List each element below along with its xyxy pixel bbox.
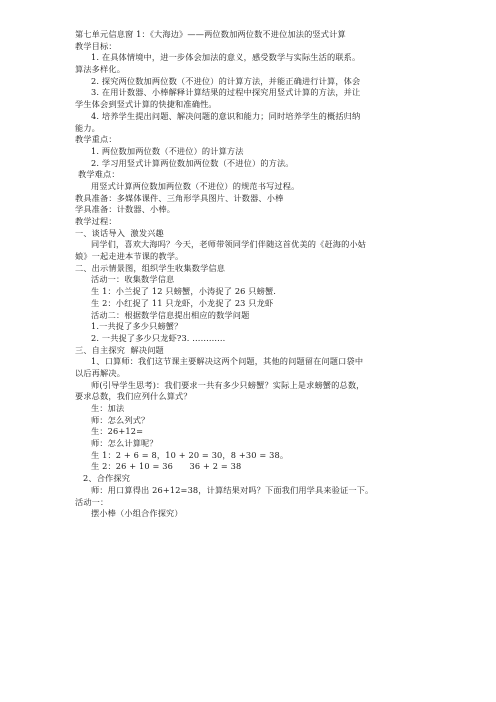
text-line: 生 1：小兰捉了 12 只螃蟹，小涛捉了 26 只螃蟹. <box>91 286 277 297</box>
text-line: 2. 探究两位数加两位数（不进位）的计算方法，并能正确进行计算，体会 <box>91 75 361 86</box>
text-line: 二、出示情景图，组织学生收集数学信息 <box>75 262 226 273</box>
text-line: 1.一共捉了多少只螃蟹？ <box>91 321 183 332</box>
text-line: 师：用口算得出 26+12=38，计算结果对吗？下面我们用学具来验证一下。 <box>91 484 374 495</box>
text-line: 2. 学习用竖式计算两位数加两位数（不进位）的方法。 <box>91 157 294 168</box>
text-line: 生 2：26 + 10 = 36 36 + 2 = 38 <box>91 461 242 472</box>
text-line: 2、合作探究 <box>83 473 131 484</box>
text-line: 1、口算师：我们这节课主要解决这两个问题，其他的问题留在问题口袋中 <box>91 356 364 367</box>
document-title: 第七单元信息窗 1：《大海边》——两位数加两位数不进位加法的竖式计算 <box>75 29 346 39</box>
text-line: 1. 两位数加两位数（不进位）的计算方法 <box>91 145 244 156</box>
text-line: 1. 在具体情境中，进一步体会加法的意义，感受数学与实际生活的联系。 <box>91 52 361 63</box>
text-line: 要求总数，我们应列什么算式？ <box>75 391 192 402</box>
text-line: 教学过程： <box>75 216 117 226</box>
text-line: 教学目标： <box>75 40 117 51</box>
text-line: 师：怎么列式？ <box>91 414 150 425</box>
text-line: 算法多样化。 <box>75 64 126 75</box>
text-line: 同学们，喜欢大海吗？今天，老师带领同学们伴随这首优美的《赶海的小姑 <box>91 239 367 250</box>
text-line: 2. 一共捉了多少只龙虾?3. ............ <box>91 332 226 343</box>
text-line: 用竖式计算两位数加两位数（不进位）的规范书写过程。 <box>91 180 300 191</box>
text-line: 3. 在用计数器、小棒解释计算结果的过程中探究用竖式计算的方法，并让 <box>91 87 361 98</box>
text-line: 生：加法 <box>91 403 125 413</box>
text-line: 活动一：收集数学信息 <box>91 274 175 285</box>
document-page <box>75 29 425 520</box>
text-line: 教学重点： <box>75 134 117 145</box>
text-line: 生 2：小红捉了 11 只龙虾，小龙捉了 23 只龙虾 <box>91 297 274 308</box>
text-line: 师(引导学生思考)：我们要求一共有多少只螃蟹？实际上是求螃蟹的总数， <box>91 379 365 390</box>
text-line: 4. 培养学生提出问题、解决问题的意识和能力；同时培养学生的概括归纳 <box>91 110 361 121</box>
text-line: 教学难点： <box>78 169 120 180</box>
text-line: 娘》一起走进本节课的教学。 <box>75 251 184 262</box>
document-body <box>75 41 425 520</box>
text-line: 一、谈话导入 激发兴趣 <box>75 227 164 238</box>
text-line: 教具准备：多媒体课件、三角形学具图片、计数器、小棒 <box>75 192 284 203</box>
text-line: 学具准备：计数器、小棒。 <box>75 204 176 215</box>
text-line: 以后再解决。 <box>75 367 126 378</box>
text-line: 活动一： <box>75 496 109 507</box>
text-line: 三、自主探究 解决问题 <box>75 344 164 355</box>
text-line: 学生体会到竖式计算的快捷和准确性。 <box>75 99 217 110</box>
text-line: 生 1：2 + 6 = 8，10 + 20 = 30，8 +30 = 38。 <box>91 449 289 460</box>
text-line: 摆小棒（小组合作探究） <box>91 508 183 519</box>
text-line: 活动二：根据数学信息提出相应的数学问题 <box>91 309 250 320</box>
text-line: 师：怎么计算呢？ <box>91 438 158 449</box>
text-line: 能力。 <box>75 122 101 133</box>
text-line: 生：26+12= <box>91 426 144 437</box>
